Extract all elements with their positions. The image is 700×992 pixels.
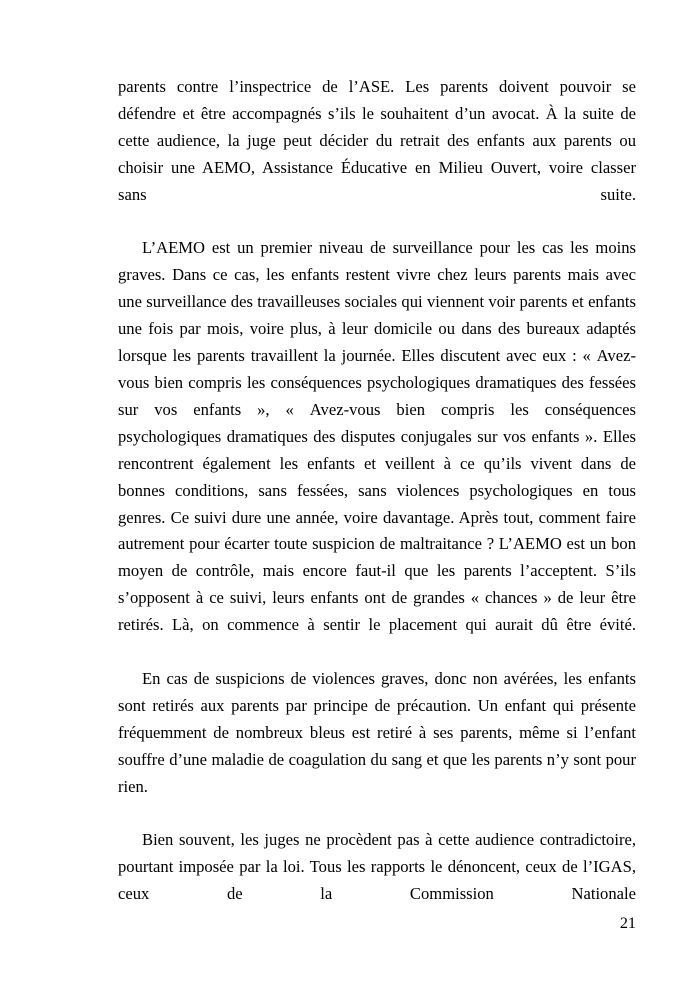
paragraph-1: parents contre l’inspectrice de l’ASE. Les parents doivent pouvoir se défendre et être accompagnés s’ils le souhaitent d’un avocat. À la suite de cette audience, la juge peut décider du retrait des enfants aux parents ou choisir une AEMO, Assistance Éducative en Milieu Ouvert, voire classer sans suite.	[118, 77, 636, 204]
page-body-text	[118, 74, 636, 935]
paragraph-4: Bien souvent, les juges ne procèdent pas à cette audience contradictoire, pourtant imposée par la loi. Tous les rapports le dénoncent, ceux de l’IGAS, ceux de la Commission Nationale	[118, 830, 636, 904]
paragraph-2: L’AEMO est un premier niveau de surveillance pour les cas les moins graves. Dans ce cas, les enfants restent vivre chez leurs parents mais avec une surveillance des travailleuses sociales qui viennent voir parents et enfants une fois par mois, voire plus, à leur domicile ou dans des bureaux adaptés lorsque les parents travaillent la journée. Elles discutent avec eux : « Avez-vous bien compris les conséquences psychologiques dramatiques des fessées sur vos enfants », « Avez-vous bien compris les conséquences psychologiques dramatiques des disputes conjugales sur vos enfants ». Elles rencontrent également les enfants et veillent à ce qu’ils vivent dans de bonnes conditions, sans fessées, sans violences psychologiques en tous genres. Ce suivi dure une année, voire davantage. Après tout, comment faire autrement pour écarter toute suspicion de maltraitance ? L’AEMO est un bon moyen de contrôle, mais encore faut-il que les parents l’acceptent. S’ils s’opposent à ce suivi, leurs enfants ont de grandes « chances » de leur être retirés. Là, on commence à sentir le placement qui aurait dû être évité.	[118, 238, 636, 635]
paragraph-3: En cas de suspicions de violences graves, donc non avérées, les enfants sont retirés aux parents par principe de précaution. Un enfant qui présente fréquemment de nombreux bleus est retiré à ses parents, même si l’enfant souffre d’une maladie de coagulation du sang et que les parents n’y sont pour rien.	[118, 668, 636, 796]
page-number: 21	[619, 914, 636, 932]
